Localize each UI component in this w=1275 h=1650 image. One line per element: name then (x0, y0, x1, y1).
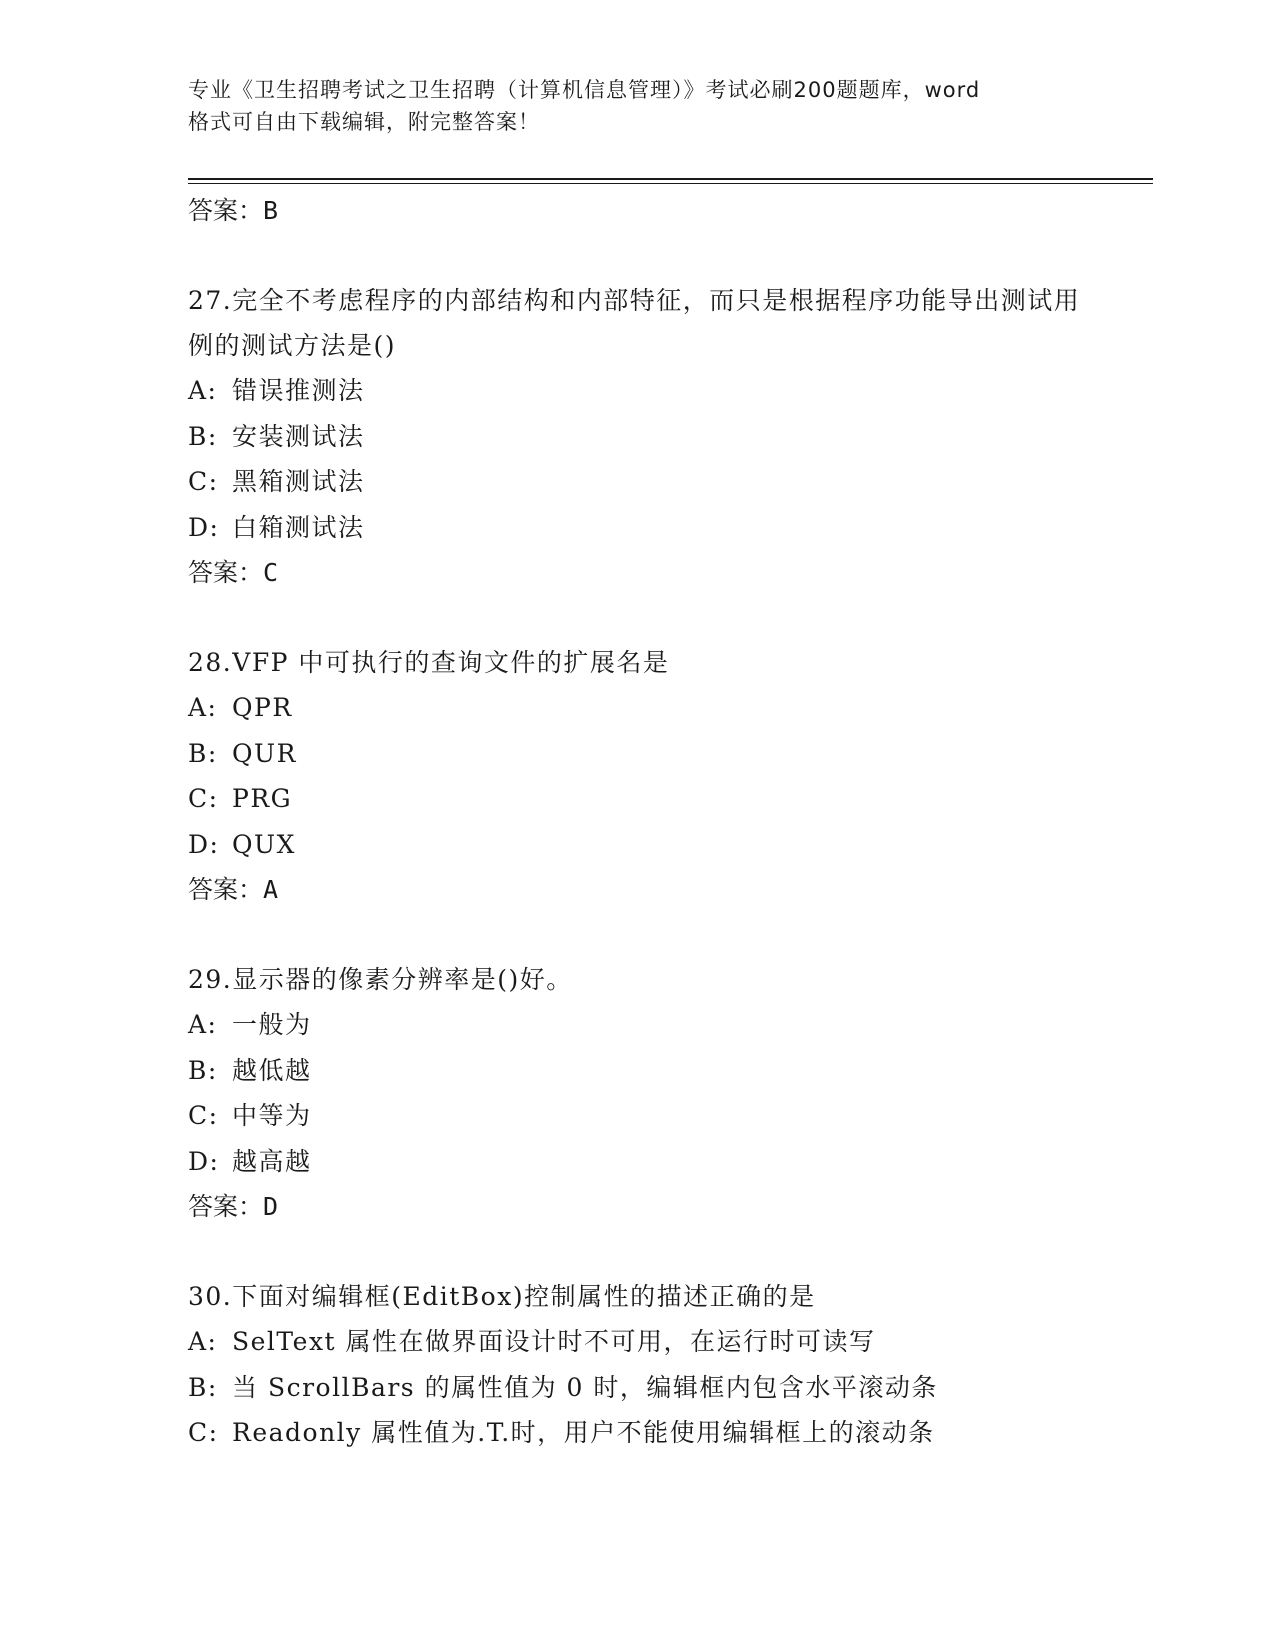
option-letter: C: (188, 467, 219, 496)
answer-label: 答案： (188, 558, 264, 587)
option-a (188, 1002, 1088, 1048)
option-c (188, 1093, 1088, 1139)
option-d (188, 505, 1088, 551)
option-a (188, 368, 1088, 414)
option-c (188, 776, 1088, 822)
option-d (188, 822, 1088, 868)
option-letter: A: (188, 693, 218, 722)
option-letter: A: (188, 1010, 218, 1039)
answer-value: A (263, 875, 279, 904)
answer-value: B (263, 196, 279, 225)
option-letter: B: (188, 1372, 218, 1402)
question-text: 28.VFP 中可执行的查询文件的扩展名是 (188, 648, 670, 677)
option-text: QPR (232, 693, 293, 722)
answer-label: 答案： (188, 875, 264, 904)
option-letter: A: (188, 1327, 218, 1356)
option-letter: A: (188, 376, 218, 405)
option-text: 当 ScrollBars 的属性值为 0 时，编辑框内包含水平滚动条 (232, 1372, 938, 1402)
header-divider (188, 178, 1153, 180)
answer-line (188, 867, 1088, 913)
question-text: 30.下面对编辑框(EditBox)控制属性的描述正确的是 (188, 1282, 816, 1311)
document-header (188, 74, 1088, 138)
header-divider-thin (188, 183, 1153, 184)
option-b (188, 414, 1088, 460)
answer-value: C (263, 558, 279, 587)
option-letter: B: (188, 1055, 218, 1085)
option-letter: C: (188, 1418, 219, 1447)
option-text: 安装测试法 (232, 421, 365, 451)
question-29 (188, 957, 1088, 1230)
option-letter: C: (188, 784, 219, 813)
option-text: 黑箱测试法 (232, 467, 365, 496)
answer-line (188, 550, 1088, 596)
option-text: QUX (232, 829, 296, 859)
question-text: 29.显示器的像素分辨率是()好。 (188, 965, 573, 994)
option-text: QUR (232, 738, 297, 768)
option-b (188, 731, 1088, 777)
option-letter: D: (188, 829, 220, 859)
option-letter: B: (188, 421, 218, 451)
option-c (188, 1410, 1088, 1456)
option-text: 越低越 (232, 1055, 312, 1085)
option-c (188, 459, 1088, 505)
question-28 (188, 640, 1088, 913)
answer-label: 答案： (188, 1192, 264, 1221)
option-text: 错误推测法 (232, 376, 365, 405)
option-a (188, 685, 1088, 731)
option-text: 中等为 (232, 1101, 312, 1130)
question-27 (188, 278, 1088, 596)
question-30 (188, 1274, 1088, 1456)
option-letter: D: (188, 512, 220, 542)
document-body (188, 188, 1088, 1456)
option-d (188, 1139, 1088, 1185)
option-text: 白箱测试法 (232, 512, 365, 542)
option-letter: C: (188, 1101, 219, 1130)
option-text: 一般为 (232, 1010, 312, 1039)
option-a (188, 1319, 1088, 1365)
answer-label: 答案： (188, 196, 264, 225)
option-text: PRG (232, 784, 293, 813)
header-line-2: 格式可自由下载编辑，附完整答案！ (188, 110, 540, 134)
option-letter: D: (188, 1146, 220, 1176)
option-text: Readonly 属性值为.T.时，用户不能使用编辑框上的滚动条 (232, 1418, 935, 1447)
answer-line (188, 188, 1088, 234)
option-text: 越高越 (232, 1146, 312, 1176)
header-line-1: 专业《卫生招聘考试之卫生招聘（计算机信息管理）》考试必刷200题题库，word (188, 78, 981, 102)
answer-value: D (263, 1192, 279, 1221)
answer-line (188, 1184, 1088, 1230)
question-text: 27.完全不考虑程序的内部结构和内部特征，而只是根据程序功能导出测试用例的测试方法是() (188, 286, 1081, 360)
option-text: SelText 属性在做界面设计时不可用，在运行时可读写 (232, 1327, 876, 1356)
option-letter: B: (188, 738, 218, 768)
option-b (188, 1048, 1088, 1094)
option-b (188, 1365, 1088, 1411)
